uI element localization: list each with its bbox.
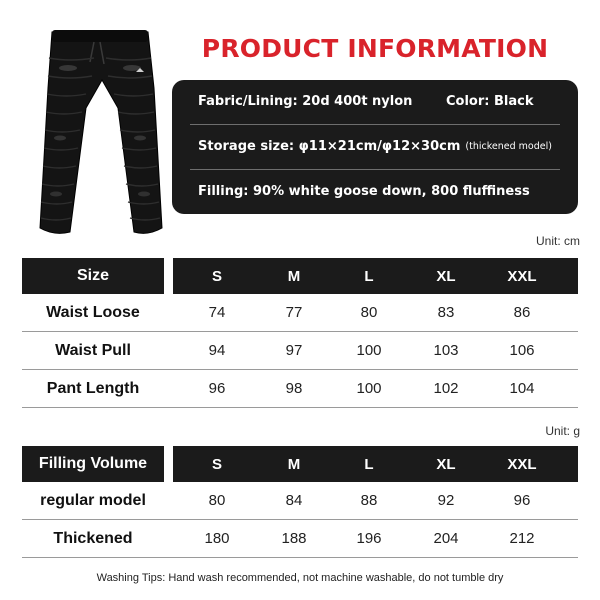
table-cell: 204 bbox=[433, 530, 459, 547]
table-cell: 104 bbox=[509, 380, 535, 397]
header-size: XXL bbox=[507, 267, 537, 285]
info-row-storage bbox=[172, 125, 578, 168]
table-cell: 88 bbox=[360, 492, 378, 509]
row-label: Thickened bbox=[53, 529, 133, 547]
header-size: L bbox=[364, 455, 374, 473]
table-cell: 103 bbox=[433, 342, 459, 359]
row-label: Waist Pull bbox=[55, 341, 131, 359]
washing-tips: Washing Tips: Hand wash recommended, not machine washable, do not tumble dry bbox=[96, 572, 504, 584]
filling-text: Filling: 90% white goose down, 800 fluffiness bbox=[198, 184, 530, 199]
table-cell: 196 bbox=[356, 530, 382, 547]
product-image bbox=[30, 28, 170, 240]
header-label: Filling Volume bbox=[22, 446, 164, 482]
table-cell: 212 bbox=[509, 530, 535, 547]
size-unit-label: Unit: cm bbox=[535, 234, 580, 248]
table-cell: 92 bbox=[437, 492, 455, 509]
header-size: M bbox=[287, 267, 301, 285]
filling-table bbox=[22, 446, 578, 558]
table-cell: 97 bbox=[285, 342, 303, 359]
header-label: Size bbox=[22, 258, 164, 294]
table-cell: 102 bbox=[433, 380, 459, 397]
table-cell: 180 bbox=[204, 530, 230, 547]
table-row bbox=[22, 370, 578, 408]
table-cell: 188 bbox=[281, 530, 307, 547]
row-label: Waist Loose bbox=[46, 303, 140, 321]
product-info-panel bbox=[172, 80, 578, 214]
table-cell: 100 bbox=[356, 380, 382, 397]
header-size: S bbox=[211, 455, 222, 473]
table-cell: 100 bbox=[356, 342, 382, 359]
table-cell: 86 bbox=[513, 304, 531, 321]
table-row bbox=[22, 332, 578, 370]
table-cell: 74 bbox=[208, 304, 226, 321]
table-cell: 80 bbox=[360, 304, 378, 321]
table-cell: 98 bbox=[285, 380, 303, 397]
table-row bbox=[22, 294, 578, 332]
header-size: XL bbox=[436, 455, 456, 473]
storage-note: (thickened model) bbox=[465, 141, 552, 152]
table-row bbox=[22, 482, 578, 520]
table-row bbox=[22, 520, 578, 558]
fabric-text: Fabric/Lining: 20d 400t nylon bbox=[198, 94, 413, 109]
table-cell: 77 bbox=[285, 304, 303, 321]
info-row-fabric bbox=[172, 80, 578, 123]
size-table bbox=[22, 258, 578, 408]
row-label: Pant Length bbox=[46, 379, 140, 397]
table-cell: 96 bbox=[513, 492, 531, 509]
page-title: PRODUCT INFORMATION bbox=[201, 34, 549, 63]
table-cell: 83 bbox=[437, 304, 455, 321]
header-size: M bbox=[287, 455, 301, 473]
table-cell: 84 bbox=[285, 492, 303, 509]
table-cell: 96 bbox=[208, 380, 226, 397]
header-size: XL bbox=[436, 267, 456, 285]
storage-text: Storage size: φ11×21cm/φ12×30cm bbox=[198, 139, 461, 154]
table-cell: 94 bbox=[208, 342, 226, 359]
header-size: XXL bbox=[507, 455, 537, 473]
table-cell: 106 bbox=[509, 342, 535, 359]
table-header-row bbox=[22, 446, 578, 482]
header-size: L bbox=[364, 267, 374, 285]
header-size: S bbox=[211, 267, 222, 285]
table-header-row bbox=[22, 258, 578, 294]
filling-unit-label: Unit: g bbox=[545, 424, 580, 438]
row-label: regular model bbox=[40, 491, 146, 509]
info-row-filling bbox=[172, 170, 578, 213]
table-cell: 80 bbox=[208, 492, 226, 509]
color-text: Color: Black bbox=[446, 94, 534, 109]
